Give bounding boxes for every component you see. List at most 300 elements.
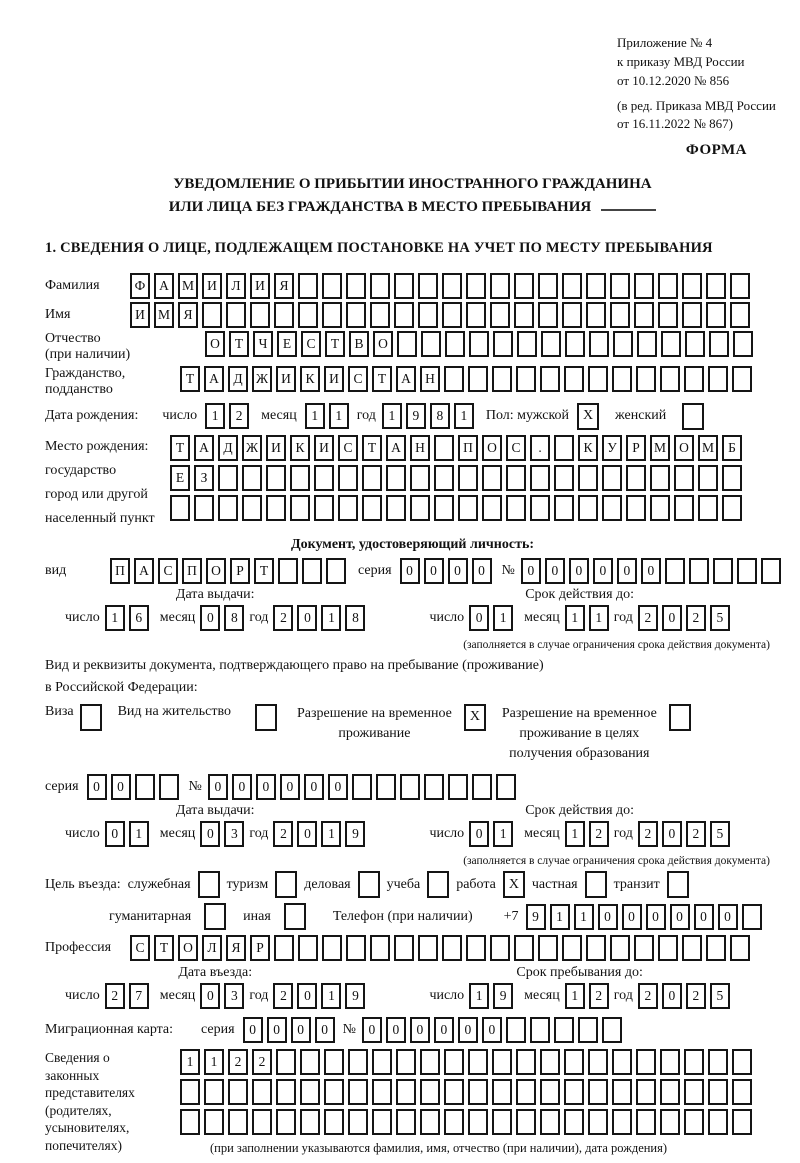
purpose-business-checkbox[interactable] — [358, 871, 380, 898]
char-cell[interactable] — [636, 366, 656, 392]
char-cell[interactable]: 2 — [589, 821, 609, 847]
purpose-transit-checkbox[interactable] — [667, 871, 689, 898]
char-cell[interactable] — [394, 273, 414, 299]
char-cell[interactable] — [684, 1109, 704, 1135]
char-cell[interactable] — [612, 1079, 632, 1105]
char-cell[interactable] — [634, 273, 654, 299]
char-cell[interactable]: 0 — [662, 821, 682, 847]
char-cell[interactable] — [713, 558, 733, 584]
char-cell[interactable]: Я — [226, 935, 246, 961]
char-cell[interactable] — [490, 302, 510, 328]
char-cell[interactable] — [540, 1079, 560, 1105]
char-cell[interactable] — [204, 1109, 224, 1135]
char-cell[interactable] — [418, 935, 438, 961]
char-cell[interactable]: 2 — [686, 821, 706, 847]
char-cell[interactable]: 0 — [315, 1017, 335, 1043]
char-cell[interactable] — [492, 366, 512, 392]
char-cell[interactable] — [530, 1017, 550, 1043]
char-cell[interactable]: 8 — [345, 605, 365, 631]
char-cell[interactable]: Е — [170, 465, 190, 491]
char-cell[interactable]: А — [154, 273, 174, 299]
char-cell[interactable] — [658, 273, 678, 299]
char-cell[interactable] — [370, 935, 390, 961]
char-cell[interactable] — [554, 465, 574, 491]
char-cell[interactable]: 5 — [710, 821, 730, 847]
char-cell[interactable] — [202, 302, 222, 328]
char-cell[interactable]: 9 — [526, 904, 546, 930]
char-cell[interactable] — [610, 935, 630, 961]
char-cell[interactable]: 0 — [670, 904, 690, 930]
char-cell[interactable]: 1 — [305, 403, 325, 429]
char-cell[interactable] — [586, 935, 606, 961]
char-cell[interactable] — [517, 331, 537, 357]
char-cell[interactable]: 1 — [321, 605, 341, 631]
char-cell[interactable]: Б — [722, 435, 742, 461]
char-cell[interactable]: 0 — [200, 605, 220, 631]
char-cell[interactable] — [300, 1049, 320, 1075]
char-cell[interactable]: С — [158, 558, 178, 584]
char-cell[interactable] — [737, 558, 757, 584]
char-cell[interactable]: 1 — [129, 821, 149, 847]
char-cell[interactable] — [610, 273, 630, 299]
char-cell[interactable] — [420, 1079, 440, 1105]
char-cell[interactable]: 2 — [638, 605, 658, 631]
char-cell[interactable] — [540, 366, 560, 392]
char-cell[interactable]: 8 — [430, 403, 450, 429]
char-cell[interactable]: А — [194, 435, 214, 461]
char-cell[interactable]: 0 — [641, 558, 661, 584]
char-cell[interactable]: В — [349, 331, 369, 357]
char-cell[interactable] — [468, 366, 488, 392]
char-cell[interactable]: 5 — [710, 983, 730, 1009]
char-cell[interactable] — [376, 774, 396, 800]
char-cell[interactable]: Т — [180, 366, 200, 392]
char-cell[interactable]: 0 — [646, 904, 666, 930]
char-cell[interactable] — [602, 1017, 622, 1043]
char-cell[interactable] — [613, 331, 633, 357]
char-cell[interactable] — [348, 1109, 368, 1135]
char-cell[interactable] — [482, 495, 502, 521]
char-cell[interactable] — [370, 302, 390, 328]
char-cell[interactable] — [612, 1049, 632, 1075]
char-cell[interactable] — [516, 1079, 536, 1105]
char-cell[interactable] — [410, 495, 430, 521]
char-cell[interactable]: К — [290, 435, 310, 461]
char-cell[interactable] — [685, 331, 705, 357]
char-cell[interactable]: 1 — [493, 821, 513, 847]
char-cell[interactable] — [493, 331, 513, 357]
char-cell[interactable] — [444, 1109, 464, 1135]
char-cell[interactable]: И — [266, 435, 286, 461]
char-cell[interactable] — [218, 465, 238, 491]
char-cell[interactable] — [348, 1079, 368, 1105]
char-cell[interactable]: Ж — [242, 435, 262, 461]
char-cell[interactable] — [538, 935, 558, 961]
char-cell[interactable] — [180, 1079, 200, 1105]
char-cell[interactable] — [602, 495, 622, 521]
char-cell[interactable]: К — [578, 435, 598, 461]
char-cell[interactable] — [626, 495, 646, 521]
char-cell[interactable] — [472, 774, 492, 800]
char-cell[interactable]: Т — [362, 435, 382, 461]
char-cell[interactable]: 0 — [617, 558, 637, 584]
char-cell[interactable]: Т — [254, 558, 274, 584]
char-cell[interactable]: И — [250, 273, 270, 299]
char-cell[interactable] — [194, 495, 214, 521]
char-cell[interactable] — [506, 495, 526, 521]
char-cell[interactable]: 0 — [662, 983, 682, 1009]
char-cell[interactable]: 1 — [550, 904, 570, 930]
char-cell[interactable] — [541, 331, 561, 357]
char-cell[interactable]: О — [178, 935, 198, 961]
char-cell[interactable] — [650, 465, 670, 491]
char-cell[interactable] — [396, 1109, 416, 1135]
char-cell[interactable] — [324, 1079, 344, 1105]
char-cell[interactable]: 8 — [224, 605, 244, 631]
char-cell[interactable]: 1 — [382, 403, 402, 429]
char-cell[interactable]: Я — [274, 273, 294, 299]
char-cell[interactable] — [466, 302, 486, 328]
char-cell[interactable]: 0 — [111, 774, 131, 800]
char-cell[interactable]: И — [314, 435, 334, 461]
char-cell[interactable]: О — [373, 331, 393, 357]
char-cell[interactable] — [506, 1017, 526, 1043]
char-cell[interactable]: 3 — [224, 983, 244, 1009]
char-cell[interactable] — [732, 1109, 752, 1135]
char-cell[interactable] — [682, 935, 702, 961]
char-cell[interactable]: 0 — [694, 904, 714, 930]
char-cell[interactable]: М — [178, 273, 198, 299]
char-cell[interactable] — [562, 273, 582, 299]
char-cell[interactable] — [565, 331, 585, 357]
char-cell[interactable] — [530, 465, 550, 491]
char-cell[interactable] — [444, 1049, 464, 1075]
char-cell[interactable] — [706, 935, 726, 961]
char-cell[interactable] — [564, 1109, 584, 1135]
char-cell[interactable]: 0 — [424, 558, 444, 584]
char-cell[interactable]: 0 — [598, 904, 618, 930]
char-cell[interactable] — [658, 935, 678, 961]
char-cell[interactable]: И — [324, 366, 344, 392]
char-cell[interactable]: 0 — [448, 558, 468, 584]
char-cell[interactable] — [586, 273, 606, 299]
char-cell[interactable]: 1 — [493, 605, 513, 631]
char-cell[interactable] — [733, 331, 753, 357]
char-cell[interactable]: 0 — [291, 1017, 311, 1043]
char-cell[interactable] — [658, 302, 678, 328]
char-cell[interactable] — [540, 1109, 560, 1135]
char-cell[interactable] — [589, 331, 609, 357]
char-cell[interactable] — [370, 273, 390, 299]
char-cell[interactable] — [708, 1079, 728, 1105]
char-cell[interactable]: М — [698, 435, 718, 461]
char-cell[interactable] — [346, 273, 366, 299]
char-cell[interactable] — [468, 1049, 488, 1075]
char-cell[interactable] — [706, 273, 726, 299]
char-cell[interactable] — [514, 302, 534, 328]
char-cell[interactable]: 7 — [129, 983, 149, 1009]
char-cell[interactable] — [492, 1049, 512, 1075]
char-cell[interactable] — [410, 465, 430, 491]
char-cell[interactable]: А — [134, 558, 154, 584]
char-cell[interactable]: М — [154, 302, 174, 328]
char-cell[interactable]: Л — [226, 273, 246, 299]
char-cell[interactable] — [722, 495, 742, 521]
char-cell[interactable] — [458, 465, 478, 491]
char-cell[interactable] — [730, 302, 750, 328]
char-cell[interactable] — [636, 1049, 656, 1075]
char-cell[interactable]: 0 — [469, 821, 489, 847]
char-cell[interactable]: 0 — [280, 774, 300, 800]
char-cell[interactable]: Л — [202, 935, 222, 961]
char-cell[interactable] — [442, 935, 462, 961]
char-cell[interactable]: 0 — [243, 1017, 263, 1043]
char-cell[interactable]: 0 — [400, 558, 420, 584]
char-cell[interactable]: 0 — [232, 774, 252, 800]
char-cell[interactable] — [637, 331, 657, 357]
char-cell[interactable] — [554, 1017, 574, 1043]
char-cell[interactable] — [421, 331, 441, 357]
char-cell[interactable]: С — [130, 935, 150, 961]
char-cell[interactable] — [346, 935, 366, 961]
char-cell[interactable] — [394, 302, 414, 328]
char-cell[interactable] — [434, 435, 454, 461]
char-cell[interactable]: 0 — [200, 983, 220, 1009]
char-cell[interactable] — [266, 495, 286, 521]
purpose-study-checkbox[interactable] — [427, 871, 449, 898]
char-cell[interactable]: 1 — [321, 821, 341, 847]
char-cell[interactable] — [434, 465, 454, 491]
char-cell[interactable] — [466, 935, 486, 961]
residence-permit-checkbox[interactable] — [255, 704, 277, 731]
char-cell[interactable]: 1 — [329, 403, 349, 429]
char-cell[interactable]: 2 — [229, 403, 249, 429]
char-cell[interactable]: Т — [325, 331, 345, 357]
char-cell[interactable] — [274, 302, 294, 328]
char-cell[interactable]: 9 — [345, 983, 365, 1009]
char-cell[interactable] — [636, 1109, 656, 1135]
char-cell[interactable]: 6 — [129, 605, 149, 631]
char-cell[interactable]: О — [674, 435, 694, 461]
char-cell[interactable]: 0 — [267, 1017, 287, 1043]
char-cell[interactable]: . — [530, 435, 550, 461]
char-cell[interactable]: 1 — [454, 403, 474, 429]
char-cell[interactable] — [352, 774, 372, 800]
char-cell[interactable] — [298, 302, 318, 328]
char-cell[interactable]: Т — [229, 331, 249, 357]
char-cell[interactable]: Т — [372, 366, 392, 392]
char-cell[interactable] — [445, 331, 465, 357]
char-cell[interactable] — [226, 302, 246, 328]
char-cell[interactable] — [302, 558, 322, 584]
char-cell[interactable] — [490, 935, 510, 961]
char-cell[interactable]: 0 — [434, 1017, 454, 1043]
char-cell[interactable] — [516, 366, 536, 392]
char-cell[interactable]: 0 — [328, 774, 348, 800]
char-cell[interactable]: 0 — [297, 983, 317, 1009]
char-cell[interactable] — [346, 302, 366, 328]
char-cell[interactable] — [290, 495, 310, 521]
char-cell[interactable] — [442, 302, 462, 328]
char-cell[interactable] — [276, 1049, 296, 1075]
purpose-private-checkbox[interactable] — [585, 871, 607, 898]
char-cell[interactable] — [314, 495, 334, 521]
char-cell[interactable]: 9 — [406, 403, 426, 429]
char-cell[interactable] — [300, 1109, 320, 1135]
char-cell[interactable] — [324, 1049, 344, 1075]
char-cell[interactable] — [538, 273, 558, 299]
char-cell[interactable]: 0 — [521, 558, 541, 584]
char-cell[interactable] — [242, 495, 262, 521]
char-cell[interactable] — [514, 935, 534, 961]
char-cell[interactable]: 0 — [87, 774, 107, 800]
char-cell[interactable]: И — [130, 302, 150, 328]
char-cell[interactable]: Е — [277, 331, 297, 357]
char-cell[interactable] — [362, 465, 382, 491]
char-cell[interactable]: Н — [410, 435, 430, 461]
char-cell[interactable]: И — [202, 273, 222, 299]
char-cell[interactable] — [372, 1079, 392, 1105]
char-cell[interactable] — [706, 302, 726, 328]
char-cell[interactable]: 1 — [204, 1049, 224, 1075]
char-cell[interactable] — [228, 1079, 248, 1105]
char-cell[interactable]: П — [458, 435, 478, 461]
char-cell[interactable] — [400, 774, 420, 800]
char-cell[interactable] — [516, 1049, 536, 1075]
char-cell[interactable] — [326, 558, 346, 584]
char-cell[interactable] — [278, 558, 298, 584]
char-cell[interactable] — [434, 495, 454, 521]
char-cell[interactable]: 0 — [304, 774, 324, 800]
char-cell[interactable] — [626, 465, 646, 491]
char-cell[interactable] — [468, 1109, 488, 1135]
char-cell[interactable] — [732, 1079, 752, 1105]
char-cell[interactable] — [444, 366, 464, 392]
char-cell[interactable] — [386, 465, 406, 491]
char-cell[interactable] — [418, 273, 438, 299]
char-cell[interactable] — [396, 1049, 416, 1075]
char-cell[interactable] — [466, 273, 486, 299]
char-cell[interactable] — [228, 1109, 248, 1135]
char-cell[interactable] — [396, 1079, 416, 1105]
char-cell[interactable]: К — [300, 366, 320, 392]
char-cell[interactable] — [612, 1109, 632, 1135]
char-cell[interactable] — [661, 331, 681, 357]
char-cell[interactable]: 0 — [386, 1017, 406, 1043]
char-cell[interactable]: 1 — [565, 605, 585, 631]
sex-male-checkbox[interactable]: X — [577, 403, 599, 430]
char-cell[interactable] — [418, 302, 438, 328]
char-cell[interactable]: С — [301, 331, 321, 357]
char-cell[interactable]: 2 — [273, 605, 293, 631]
char-cell[interactable]: 1 — [205, 403, 225, 429]
char-cell[interactable] — [290, 465, 310, 491]
char-cell[interactable]: 0 — [410, 1017, 430, 1043]
char-cell[interactable] — [322, 935, 342, 961]
char-cell[interactable] — [682, 273, 702, 299]
char-cell[interactable]: А — [204, 366, 224, 392]
char-cell[interactable]: Т — [170, 435, 190, 461]
char-cell[interactable]: О — [482, 435, 502, 461]
char-cell[interactable] — [135, 774, 155, 800]
char-cell[interactable]: 0 — [105, 821, 125, 847]
char-cell[interactable]: М — [650, 435, 670, 461]
char-cell[interactable] — [482, 465, 502, 491]
char-cell[interactable]: С — [348, 366, 368, 392]
char-cell[interactable] — [578, 465, 598, 491]
char-cell[interactable]: 0 — [662, 605, 682, 631]
char-cell[interactable]: Р — [626, 435, 646, 461]
char-cell[interactable]: Ф — [130, 273, 150, 299]
char-cell[interactable]: 5 — [710, 605, 730, 631]
char-cell[interactable] — [708, 1109, 728, 1135]
char-cell[interactable] — [348, 1049, 368, 1075]
char-cell[interactable] — [660, 366, 680, 392]
char-cell[interactable]: 2 — [638, 983, 658, 1009]
char-cell[interactable] — [682, 302, 702, 328]
char-cell[interactable] — [674, 495, 694, 521]
char-cell[interactable] — [242, 465, 262, 491]
char-cell[interactable]: 2 — [273, 821, 293, 847]
char-cell[interactable] — [660, 1109, 680, 1135]
char-cell[interactable]: 0 — [208, 774, 228, 800]
char-cell[interactable]: 0 — [297, 821, 317, 847]
char-cell[interactable] — [424, 774, 444, 800]
char-cell[interactable] — [722, 465, 742, 491]
char-cell[interactable]: Т — [154, 935, 174, 961]
char-cell[interactable] — [530, 495, 550, 521]
char-cell[interactable]: 1 — [469, 983, 489, 1009]
char-cell[interactable] — [276, 1079, 296, 1105]
char-cell[interactable] — [252, 1079, 272, 1105]
char-cell[interactable] — [170, 495, 190, 521]
char-cell[interactable]: 0 — [469, 605, 489, 631]
char-cell[interactable]: П — [110, 558, 130, 584]
char-cell[interactable]: 0 — [362, 1017, 382, 1043]
char-cell[interactable]: Н — [420, 366, 440, 392]
char-cell[interactable]: 2 — [273, 983, 293, 1009]
char-cell[interactable] — [732, 1049, 752, 1075]
char-cell[interactable] — [266, 465, 286, 491]
char-cell[interactable] — [386, 495, 406, 521]
char-cell[interactable] — [708, 366, 728, 392]
char-cell[interactable] — [684, 1079, 704, 1105]
char-cell[interactable] — [180, 1109, 200, 1135]
sex-female-checkbox[interactable] — [682, 403, 704, 430]
char-cell[interactable] — [732, 366, 752, 392]
char-cell[interactable]: 2 — [638, 821, 658, 847]
purpose-official-checkbox[interactable] — [198, 871, 220, 898]
edu-residence-checkbox[interactable] — [669, 704, 691, 731]
char-cell[interactable] — [684, 366, 704, 392]
char-cell[interactable] — [564, 1079, 584, 1105]
char-cell[interactable] — [276, 1109, 296, 1135]
char-cell[interactable] — [698, 465, 718, 491]
char-cell[interactable] — [458, 495, 478, 521]
char-cell[interactable] — [578, 495, 598, 521]
char-cell[interactable] — [636, 1079, 656, 1105]
char-cell[interactable]: О — [206, 558, 226, 584]
char-cell[interactable] — [742, 904, 762, 930]
char-cell[interactable] — [586, 302, 606, 328]
char-cell[interactable] — [298, 273, 318, 299]
char-cell[interactable] — [730, 273, 750, 299]
char-cell[interactable]: 0 — [256, 774, 276, 800]
char-cell[interactable]: А — [386, 435, 406, 461]
char-cell[interactable] — [588, 1079, 608, 1105]
char-cell[interactable] — [492, 1079, 512, 1105]
char-cell[interactable] — [250, 302, 270, 328]
